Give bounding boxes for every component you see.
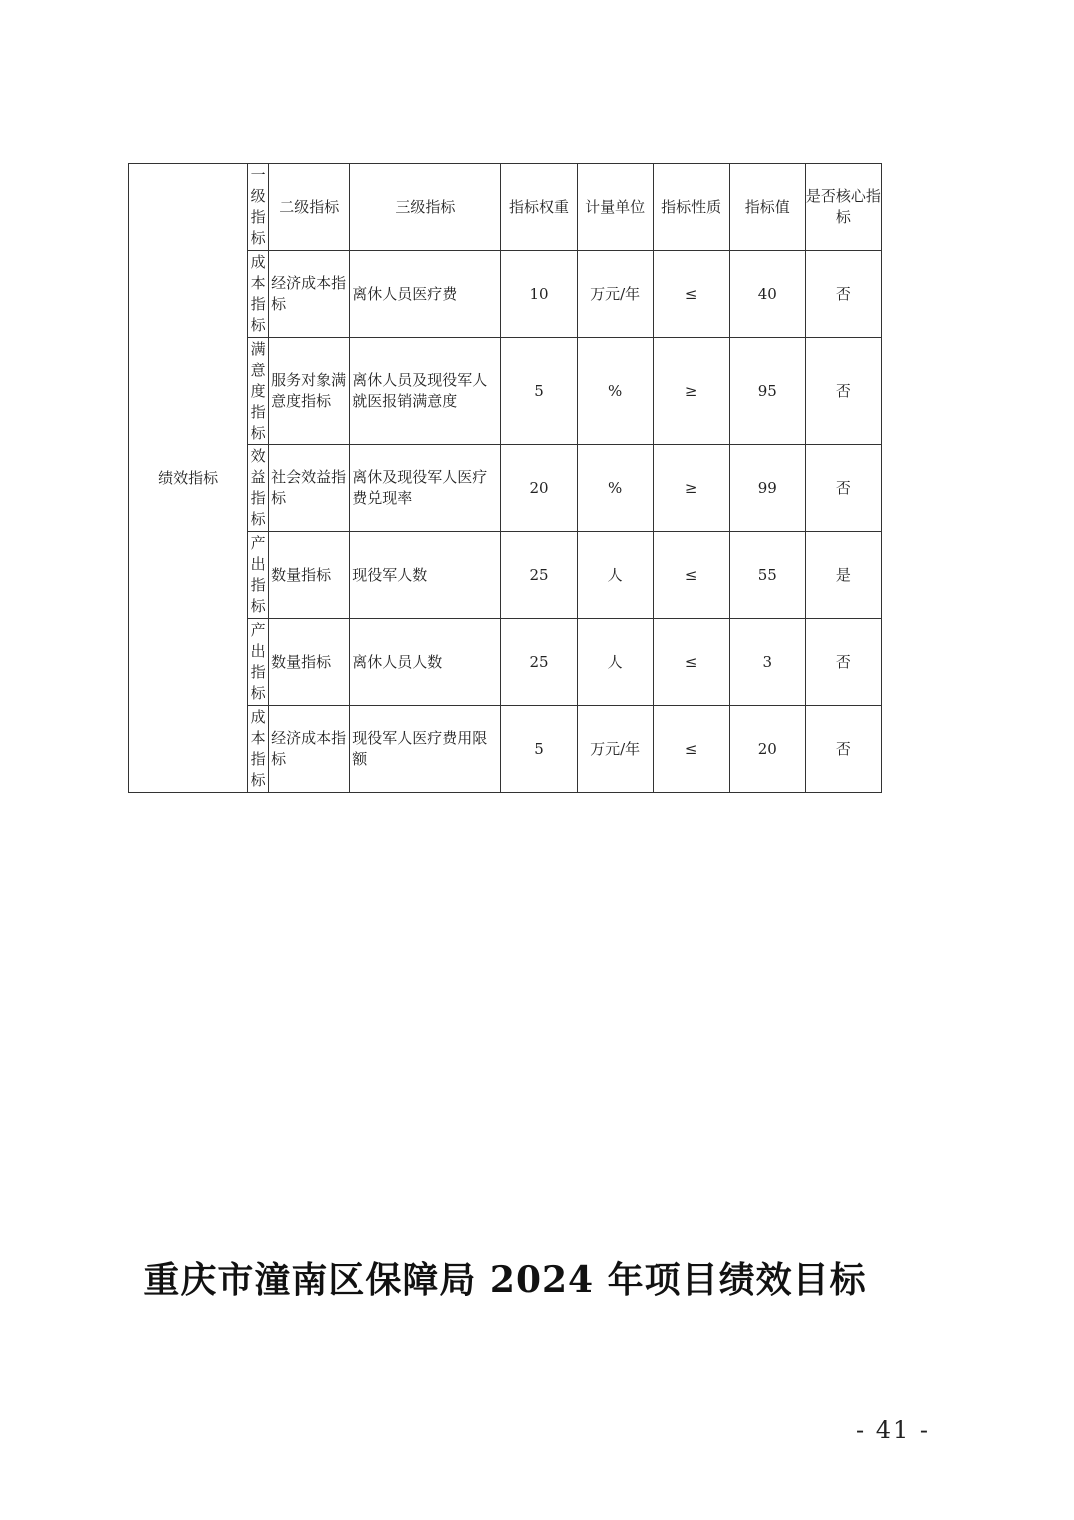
level2-cell: 数量指标 — [269, 619, 350, 706]
value-cell: 20 — [729, 706, 805, 793]
header-unit: 计量单位 — [577, 164, 653, 251]
level3-cell: 现役军人医疗费用限额 — [350, 706, 501, 793]
unit-cell: % — [577, 445, 653, 532]
unit-cell: 万元/年 — [577, 251, 653, 338]
table-header-row — [129, 164, 882, 251]
weight-cell: 25 — [501, 532, 577, 619]
header-level1: 一级指标 — [248, 164, 269, 251]
nature-cell: ≤ — [653, 706, 729, 793]
header-core: 是否核心指标 — [805, 164, 881, 251]
level3-cell: 离休人员人数 — [350, 619, 501, 706]
weight-cell: 25 — [501, 619, 577, 706]
level2-cell: 社会效益指标 — [269, 445, 350, 532]
nature-cell: ≤ — [653, 619, 729, 706]
performance-indicator-table — [128, 163, 882, 793]
core-cell: 是 — [805, 532, 881, 619]
core-cell: 否 — [805, 338, 881, 445]
page-number: - 41 - — [856, 1416, 931, 1444]
level3-cell: 现役军人数 — [350, 532, 501, 619]
unit-cell: 万元/年 — [577, 706, 653, 793]
value-cell: 55 — [729, 532, 805, 619]
core-cell: 否 — [805, 619, 881, 706]
header-level2: 二级指标 — [269, 164, 350, 251]
level1-cell: 效益指标 — [248, 445, 269, 532]
value-cell: 40 — [729, 251, 805, 338]
level2-cell: 经济成本指标 — [269, 706, 350, 793]
level1-cell: 产出指标 — [248, 532, 269, 619]
unit-cell: 人 — [577, 532, 653, 619]
value-cell: 95 — [729, 338, 805, 445]
core-cell: 否 — [805, 445, 881, 532]
level3-cell: 离休人员及现役军人就医报销满意度 — [350, 338, 501, 445]
level3-cell: 离休及现役军人医疗费兑现率 — [350, 445, 501, 532]
nature-cell: ≥ — [653, 445, 729, 532]
level2-cell: 数量指标 — [269, 532, 350, 619]
nature-cell: ≤ — [653, 251, 729, 338]
level1-cell: 成本指标 — [248, 251, 269, 338]
level1-cell: 满意度指标 — [248, 338, 269, 445]
header-nature: 指标性质 — [653, 164, 729, 251]
value-cell: 3 — [729, 619, 805, 706]
document-title: 重庆市潼南区保障局 2024 年项目绩效目标 — [143, 1259, 867, 1301]
value-cell: 99 — [729, 445, 805, 532]
weight-cell: 5 — [501, 706, 577, 793]
level1-cell: 成本指标 — [248, 706, 269, 793]
header-value: 指标值 — [729, 164, 805, 251]
header-weight: 指标权重 — [501, 164, 577, 251]
core-cell: 否 — [805, 251, 881, 338]
unit-cell: % — [577, 338, 653, 445]
group-label-cell: 绩效指标 — [129, 164, 248, 793]
weight-cell: 10 — [501, 251, 577, 338]
nature-cell: ≤ — [653, 532, 729, 619]
header-level3: 三级指标 — [350, 164, 501, 251]
level2-cell: 服务对象满意度指标 — [269, 338, 350, 445]
nature-cell: ≥ — [653, 338, 729, 445]
weight-cell: 5 — [501, 338, 577, 445]
weight-cell: 20 — [501, 445, 577, 532]
level1-cell: 产出指标 — [248, 619, 269, 706]
core-cell: 否 — [805, 706, 881, 793]
unit-cell: 人 — [577, 619, 653, 706]
level2-cell: 经济成本指标 — [269, 251, 350, 338]
level3-cell: 离休人员医疗费 — [350, 251, 501, 338]
